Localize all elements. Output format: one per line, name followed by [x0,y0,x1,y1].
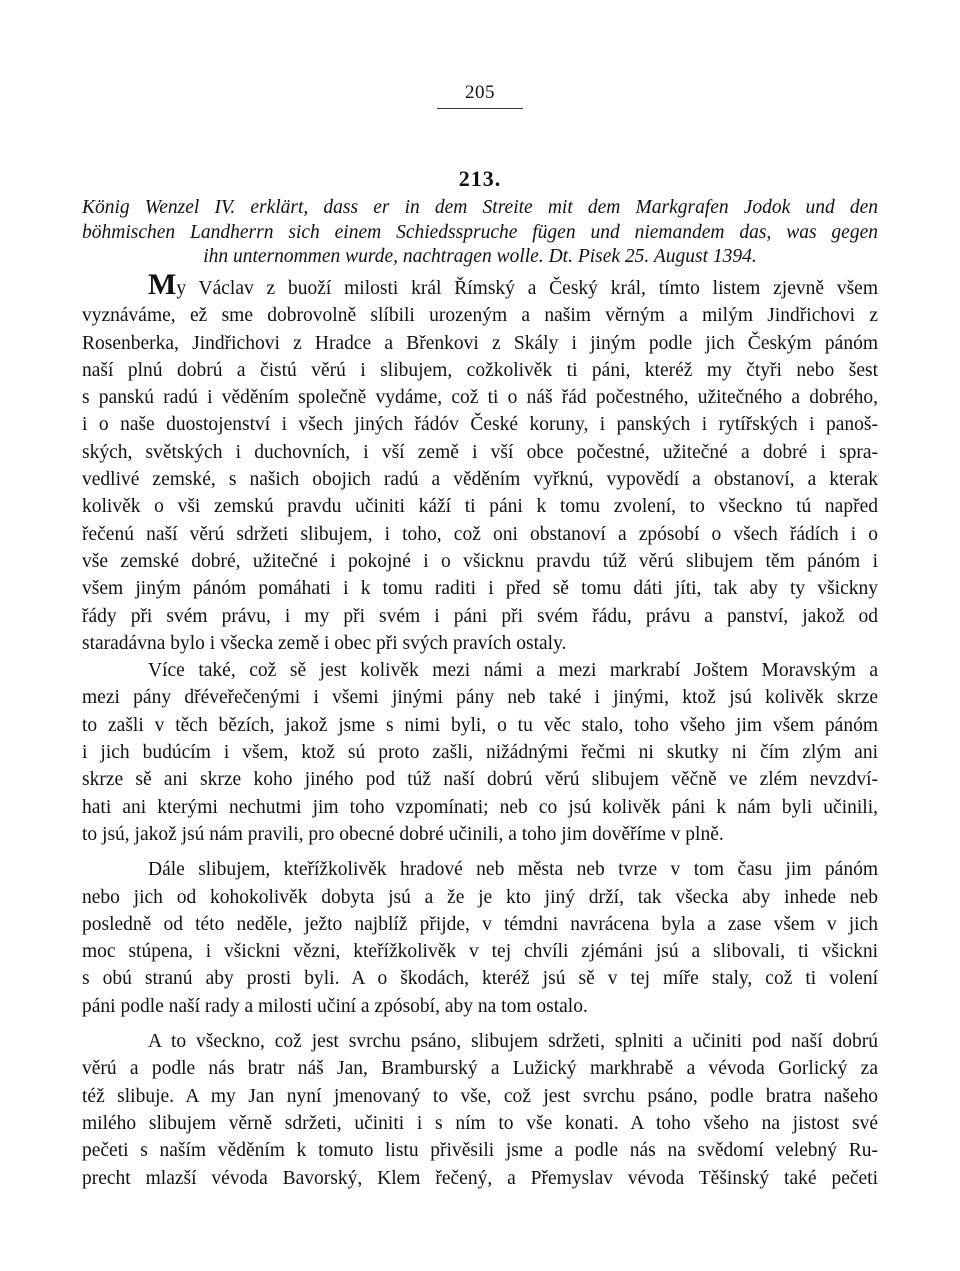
text-line: věrú a podle nás bratr náš Jan, Bramburský a Lužický markhrabě a vévoda Gorlický za [82,1058,878,1080]
text-line: vše zemské dobré, užitečné i pokojné i o všicknu pravdu túž věrú slibujem těm pánóm i [82,550,878,572]
text-line: pečeti s naším věděním k tomuto listu přivěsili jsme a podle nás na svědomí velebný Ru- [82,1140,878,1162]
regest-line: böhmischen Landherrn sich einem Schiedsspruche fügen und niemandem das, was gegen [82,221,878,243]
paragraph-4 [82,1028,878,1192]
text-line: všem jiným pánóm pomáhati i k tomu raditi i před sě tomu dáti jíti, tak aby ty všickny [82,578,878,600]
text-line: mezi pány dřéveřečenými i všemi jinými pány neb také i jinými, ktož jsú kolivěk skrze [82,687,878,709]
text-line: nebo jich od kohokolivěk dobyta jsú a že je kto jiný drží, tak všecka aby inhede neb [82,886,878,908]
text-line: milého slibujem věrně sdržeti, učiniti i s ním to vše konati. A toho všeho na jistost své [82,1112,878,1134]
text-line: i o naše duostojenství i všech jiných řádóv České koruny, i panských i rytířských i panoš- [82,414,878,436]
text-line: vedlivé zemské, s našich obojich radú a věděním vyřknú, vypovědí a obstanoví, a kterak [82,469,878,491]
text-line: to jsú, jakož jsú nám pravili, pro obecné dobré učinili, a toho jim dověříme v plně. [82,823,724,845]
text-line: též slibuje. A my Jan nyní jmenovaný to vše, což jest svrchu psáno, podle bratra našeho [82,1085,878,1107]
text-line: A to všeckno, což jest svrchu psáno, slibujem sdržeti, splniti a učiniti pod naší dobrú [148,1031,878,1053]
charter-text [82,268,878,1192]
text-line [82,268,878,302]
text-line: precht mlazší vévoda Bavorský, Klem řečený, a Přemyslav vévoda Těšinský také pečeti [82,1167,878,1189]
text-line: vyznáváme, ež sme dobrovolně slíbili urozeným a našim věrným a milým Jindřichovi z [82,305,878,327]
text-line: staradávna bylo i všecka země i obec při svých pravích ostaly. [82,632,567,654]
page-number-rule [437,108,523,109]
drop-cap: M [148,268,177,301]
text-line: to zašli v těch bězích, jakož jsme s nimi byli, o tu věc stalo, toho všeho jim všem pánóm [82,714,878,736]
text-line: skrze sě ani skrze koho jiného pod túž naší dobrú věrú slibujem věčně ve zlém nevzdví- [82,769,878,791]
text-line: ských, světských i duchovních, i vší země i vší obce počestné, užitečné a dobré i spra- [82,441,878,463]
text-line: Více také, což sě jest kolivěk mezi námi a mezi markrabí Joštem Moravským a [148,660,878,682]
text-line: s panskú radú i věděním společně vydáme, což ti o náš řád počestného, užitečného a dobrého, [82,387,878,409]
text-line: řády při svém právu, i my při svém i páni při svém řádu, právu a panství, jakož od [82,605,878,627]
text-line: i jich budúcím i všem, ktož sú proto zašli, nižádnými řečmi ni skutky ni čím zlým ani [82,742,878,764]
text-line: hati ani kterými nechutmi jim toho vzpomínati; neb co jsú kolivěk páni k nám byli učinili, [82,796,878,818]
text-line: s obú stranú aby prosti byli. A o škodách, kteréž jsú sě v tej míře staly, což ti volení [82,968,878,990]
regest-summary [82,196,878,270]
regest-line: König Wenzel IV. erklärt, dass er in dem Streite mit dem Markgrafen Jodok und den [82,197,878,218]
text-line: řečenú naší věrú sdržeti slibujem, i toho, což oni obstanoví a zpósobí o všech řádích i o [82,523,878,545]
regest-line: ihn unternommen wurde, nachtragen wolle. Dt. Pisek 25. August 1394. [203,246,757,267]
paragraph-2 [82,657,878,848]
document-number: 213. [458,166,502,191]
text-line: páni podle naší rady a milosti učiní a zpósobí, aby na tom ostalo. [82,995,588,1017]
page-number: 205 [465,82,495,103]
text-line: naší plnú dobrú a čistú věrú i slibujem, cožkolivěk ti páni, kteréž my čtyři nebo šest [82,359,878,381]
paragraph-1 [82,268,878,657]
text-line: moc stúpena, i všickni vězni, kteřížkolivěk v tej chvíli zjémáni jsú a slibovali, ti všickni [82,941,878,963]
paragraph-3 [82,856,878,1020]
text-line: Dále slibujem, kteřížkolivěk hradové neb města neb tvrze v tom času jim pánóm [148,859,878,881]
text-line: kolivěk o vši zemskú pravdu učiniti káží ti páni k tomu zvolení, to všeckno tú napřed [82,496,878,518]
text-line: Rosenberka, Jindřichovi z Hradce a Břenkovi z Skály i jiným podle jich Českým pánóm [82,332,878,354]
text-line-content: y Václav z buoží milosti král Římský a Český král, tímto listem zjevně všem [176,278,878,299]
paragraph-gap [82,848,878,856]
text-line: posledně od této neděle, ježto najblíž přijde, v témdni navrácena byla a zase všem v jich [82,913,878,935]
paragraph-gap [82,1020,878,1028]
